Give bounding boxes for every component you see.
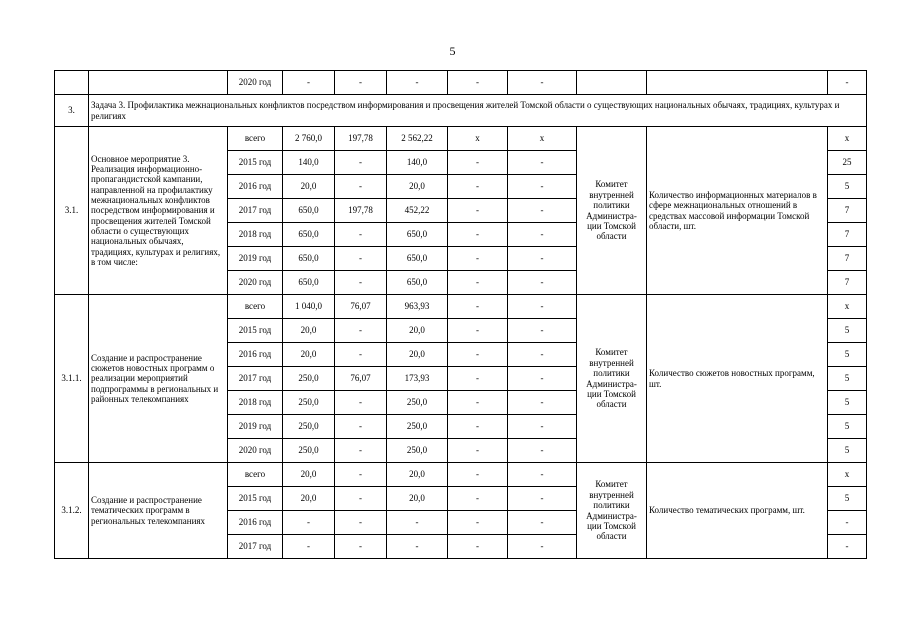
table-row xyxy=(55,127,867,151)
task-text: Задача 3. Профилактика межнациональных конфликтов посредством информирования и просвещения жителей Томской области о существующих национальных обычаях, традициях, культурах и религиях xyxy=(89,95,867,127)
table-row: 2020 год - - - - - - xyxy=(55,71,867,95)
value-cell: 650,0 xyxy=(283,223,335,247)
value-cell: 20,0 xyxy=(387,319,448,343)
value-cell: - xyxy=(508,487,577,511)
value-cell: 452,22 xyxy=(387,199,448,223)
value-cell: х xyxy=(448,127,508,151)
item-number: 3.1. xyxy=(55,127,89,295)
value-cell: 20,0 xyxy=(283,319,335,343)
year-cell: 2017 год xyxy=(228,199,283,223)
value-cell: - xyxy=(508,151,577,175)
indicator-value-cell: 5 xyxy=(828,367,867,391)
table-row xyxy=(55,463,867,487)
year-cell: 2016 год xyxy=(228,511,283,535)
value-cell: - xyxy=(335,463,387,487)
value-cell: - xyxy=(508,439,577,463)
value-cell: - xyxy=(508,247,577,271)
value-cell: - xyxy=(448,391,508,415)
value-cell: 76,07 xyxy=(335,295,387,319)
value-cell: - xyxy=(448,319,508,343)
value-cell: - xyxy=(335,223,387,247)
value-cell: 250,0 xyxy=(387,415,448,439)
value-cell: 2 760,0 xyxy=(283,127,335,151)
year-cell: всего xyxy=(228,463,283,487)
year-cell: 2015 год xyxy=(228,319,283,343)
value-cell: - xyxy=(508,343,577,367)
year-cell: 2020 год xyxy=(228,71,283,95)
value-cell: - xyxy=(448,439,508,463)
value-cell: 20,0 xyxy=(283,487,335,511)
indicator-value-cell: х xyxy=(828,295,867,319)
value-cell: - xyxy=(508,199,577,223)
item-name: Основное мероприятие 3. Реализация информационно-пропагандистской кампании, направленной на профилактику межнациональных конфликтов посредством информирования и просвещения жителей Томской области о существующих национальных обычаях, традициях, культурах и религиях, в том числе: xyxy=(89,127,228,295)
value-cell: - xyxy=(335,151,387,175)
value-cell: - xyxy=(508,271,577,295)
value-cell: - xyxy=(448,343,508,367)
executor-cell: Комитет внутренней политики Администра-ции Томской области xyxy=(577,127,647,295)
year-cell: 2019 год xyxy=(228,415,283,439)
item-number: 3.1.1. xyxy=(55,295,89,463)
year-cell: 2015 год xyxy=(228,151,283,175)
year-cell: 2018 год xyxy=(228,223,283,247)
value-cell: - xyxy=(335,535,387,559)
program-table xyxy=(54,70,867,559)
value-cell: 963,93 xyxy=(387,295,448,319)
value-cell: - xyxy=(283,511,335,535)
value-cell: 650,0 xyxy=(387,223,448,247)
value-cell: 650,0 xyxy=(283,247,335,271)
indicator-value-cell: 5 xyxy=(828,175,867,199)
page-number: 5 xyxy=(449,44,456,58)
value-cell: 20,0 xyxy=(283,175,335,199)
value-cell: - xyxy=(508,391,577,415)
year-cell: 2019 год xyxy=(228,247,283,271)
value-cell: 20,0 xyxy=(387,343,448,367)
indicator-cell: Количество сюжетов новостных программ, шт. xyxy=(647,295,828,463)
value-cell: 250,0 xyxy=(387,439,448,463)
item-name: Создание и распространение тематических программ в региональных телекомпаниях xyxy=(89,463,228,559)
value-cell: - xyxy=(448,463,508,487)
value-cell: 140,0 xyxy=(283,151,335,175)
year-cell: 2016 год xyxy=(228,175,283,199)
indicator-value-cell: 7 xyxy=(828,271,867,295)
indicator-value-cell: - xyxy=(828,511,867,535)
indicator-value-cell: 5 xyxy=(828,439,867,463)
value-cell: - xyxy=(387,535,448,559)
year-cell: 2015 год xyxy=(228,487,283,511)
indicator-value-cell: 7 xyxy=(828,223,867,247)
indicator-value-cell: - xyxy=(828,535,867,559)
year-cell: всего xyxy=(228,295,283,319)
value-cell: 20,0 xyxy=(283,463,335,487)
value-cell: - xyxy=(448,175,508,199)
value-cell: 650,0 xyxy=(387,247,448,271)
year-cell: 2020 год xyxy=(228,439,283,463)
indicator-cell: Количество тематических программ, шт. xyxy=(647,463,828,559)
year-cell: 2017 год xyxy=(228,367,283,391)
value-cell: - xyxy=(335,415,387,439)
value-cell: - xyxy=(448,151,508,175)
value-cell: 20,0 xyxy=(283,343,335,367)
table-row xyxy=(55,295,867,319)
value-cell: - xyxy=(335,487,387,511)
value-cell: - xyxy=(335,343,387,367)
indicator-value-cell: 7 xyxy=(828,247,867,271)
year-cell: 2020 год xyxy=(228,271,283,295)
value-cell: 20,0 xyxy=(387,175,448,199)
value-cell: 650,0 xyxy=(283,199,335,223)
value-cell: 197,78 xyxy=(335,199,387,223)
value-cell: 20,0 xyxy=(387,487,448,511)
value-cell: - xyxy=(448,511,508,535)
indicator-value-cell: 7 xyxy=(828,199,867,223)
indicator-value-cell: 5 xyxy=(828,319,867,343)
value-cell: - xyxy=(508,319,577,343)
value-cell: 250,0 xyxy=(387,391,448,415)
value-cell: 250,0 xyxy=(283,439,335,463)
item-number: 3.1.2. xyxy=(55,463,89,559)
indicator-value-cell: 5 xyxy=(828,343,867,367)
year-cell: всего xyxy=(228,127,283,151)
value-cell: - xyxy=(448,415,508,439)
value-cell: - xyxy=(335,391,387,415)
executor-cell: Комитет внутренней политики Администра-ции Томской области xyxy=(577,295,647,463)
value-cell: - xyxy=(508,367,577,391)
value-cell: - xyxy=(508,295,577,319)
indicator-value-cell: 5 xyxy=(828,391,867,415)
value-cell: 650,0 xyxy=(387,271,448,295)
value-cell: - xyxy=(508,463,577,487)
indicator-value-cell: 5 xyxy=(828,487,867,511)
value-cell: - xyxy=(508,223,577,247)
value-cell: - xyxy=(335,175,387,199)
indicator-cell: Количество информационных материалов в сфере межнациональных отношений в средствах массовой информации Томской области, шт. xyxy=(647,127,828,295)
year-cell: 2016 год xyxy=(228,343,283,367)
value-cell: - xyxy=(335,511,387,535)
value-cell: - xyxy=(335,319,387,343)
value-cell: - xyxy=(335,271,387,295)
value-cell: 1 040,0 xyxy=(283,295,335,319)
value-cell: - xyxy=(448,367,508,391)
value-cell: 76,07 xyxy=(335,367,387,391)
executor-cell: Комитет внутренней политики Администра-ции Томской области xyxy=(577,463,647,559)
value-cell: - xyxy=(448,199,508,223)
task-row xyxy=(55,95,867,127)
value-cell: 250,0 xyxy=(283,367,335,391)
value-cell: 173,93 xyxy=(387,367,448,391)
value-cell: 650,0 xyxy=(283,271,335,295)
value-cell: - xyxy=(335,247,387,271)
value-cell: 197,78 xyxy=(335,127,387,151)
value-cell: х xyxy=(508,127,577,151)
value-cell: 2 562,22 xyxy=(387,127,448,151)
value-cell: - xyxy=(283,535,335,559)
value-cell: - xyxy=(448,295,508,319)
indicator-value-cell: х xyxy=(828,127,867,151)
value-cell: - xyxy=(448,271,508,295)
indicator-value-cell: 5 xyxy=(828,415,867,439)
value-cell: - xyxy=(448,535,508,559)
indicator-value-cell: 25 xyxy=(828,151,867,175)
value-cell: 20,0 xyxy=(387,463,448,487)
value-cell: - xyxy=(448,487,508,511)
value-cell: - xyxy=(508,511,577,535)
indicator-value-cell: х xyxy=(828,463,867,487)
year-cell: 2017 год xyxy=(228,535,283,559)
value-cell: 140,0 xyxy=(387,151,448,175)
value-cell: - xyxy=(387,511,448,535)
value-cell: - xyxy=(508,535,577,559)
item-name: Создание и распространение сюжетов новостных программ о реализации мероприятий подпрограммы в региональных и районных телекомпаниях xyxy=(89,295,228,463)
value-cell: - xyxy=(508,415,577,439)
task-number: 3. xyxy=(55,95,89,127)
value-cell: - xyxy=(448,247,508,271)
year-cell: 2018 год xyxy=(228,391,283,415)
value-cell: 250,0 xyxy=(283,391,335,415)
value-cell: 250,0 xyxy=(283,415,335,439)
value-cell: - xyxy=(508,175,577,199)
value-cell: - xyxy=(335,439,387,463)
value-cell: - xyxy=(448,223,508,247)
